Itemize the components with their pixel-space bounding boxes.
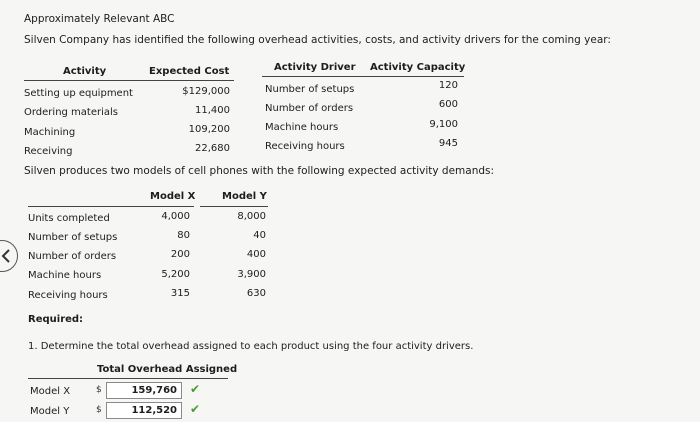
model-y-overhead-input[interactable]: 112,520 — [106, 402, 182, 419]
col-header-expected-cost: Expected Cost — [149, 66, 230, 77]
question-text — [28, 341, 473, 352]
header-rule — [28, 206, 194, 207]
answer-row-label: Model Y — [30, 406, 70, 417]
model-y-value: 40 — [253, 230, 266, 241]
back-button[interactable] — [0, 240, 18, 272]
activity-capacity: 945 — [438, 138, 458, 149]
check-icon: ✔ — [190, 402, 201, 416]
row-label: Units completed — [28, 213, 110, 224]
row-label: Number of setups — [28, 232, 118, 243]
activity-cost: 11,400 — [195, 105, 230, 116]
activity-driver: Number of orders — [265, 103, 354, 114]
row-label: Receiving hours — [28, 290, 108, 301]
check-icon: ✔ — [190, 382, 201, 396]
chevron-left-icon — [1, 249, 11, 263]
row-label: Machine hours — [28, 270, 102, 281]
model-y-value: 630 — [246, 288, 266, 299]
activity-cost: 109,200 — [188, 124, 230, 135]
activity-capacity: 120 — [438, 80, 458, 91]
col-header-activity: Activity — [63, 66, 107, 77]
row-label: Number of orders — [28, 251, 117, 262]
required-label: Required: — [28, 314, 84, 325]
model-x-value: 4,000 — [161, 211, 190, 222]
col-header-model-x: Model X — [150, 191, 196, 202]
page-title: Approximately Relevant ABC — [24, 13, 175, 25]
activity-name: Ordering materials — [24, 107, 119, 118]
activity-name: Receiving — [24, 146, 73, 157]
activity-name: Machining — [24, 127, 76, 138]
model-x-value: 80 — [177, 230, 190, 241]
model-x-value: 200 — [170, 249, 190, 260]
model-y-value: 8,000 — [237, 211, 266, 222]
activity-driver: Machine hours — [265, 122, 339, 133]
activity-capacity: 9,100 — [429, 119, 458, 130]
activity-driver: Number of setups — [265, 84, 355, 95]
col-header-activity-driver: Activity Driver — [274, 62, 356, 73]
currency-symbol: $ — [96, 385, 102, 395]
col-header-model-y: Model Y — [222, 191, 267, 202]
activity-capacity: 600 — [438, 99, 458, 110]
models-intro-text: Silven produces two models of cell phones with the following expected activity demands: — [24, 165, 495, 177]
header-rule — [24, 80, 234, 81]
header-rule — [200, 206, 268, 207]
model-x-value: 315 — [170, 288, 190, 299]
answer-row-label: Model X — [30, 386, 71, 397]
activity-driver: Receiving hours — [265, 141, 345, 152]
question-body: 1. Determine the total overhead assigned to each product using the four activity drivers. — [28, 341, 474, 352]
answer-header: Total Overhead Assigned — [97, 364, 238, 375]
model-x-overhead-input[interactable]: 159,760 — [106, 382, 182, 399]
model-x-value: 5,200 — [161, 269, 190, 280]
currency-symbol: $ — [96, 405, 102, 415]
activity-name: Setting up equipment — [24, 88, 133, 99]
col-header-activity-capacity: Activity Capacity — [370, 62, 466, 73]
intro-text: Silven Company has identified the following overhead activities, costs, and activity drivers for the coming year: — [24, 34, 611, 46]
model-y-value: 3,900 — [237, 269, 266, 280]
model-y-value: 400 — [246, 249, 266, 260]
header-rule — [262, 76, 464, 77]
header-rule — [28, 378, 228, 379]
activity-cost: $129,000 — [182, 86, 230, 97]
activity-cost: 22,680 — [195, 143, 230, 154]
